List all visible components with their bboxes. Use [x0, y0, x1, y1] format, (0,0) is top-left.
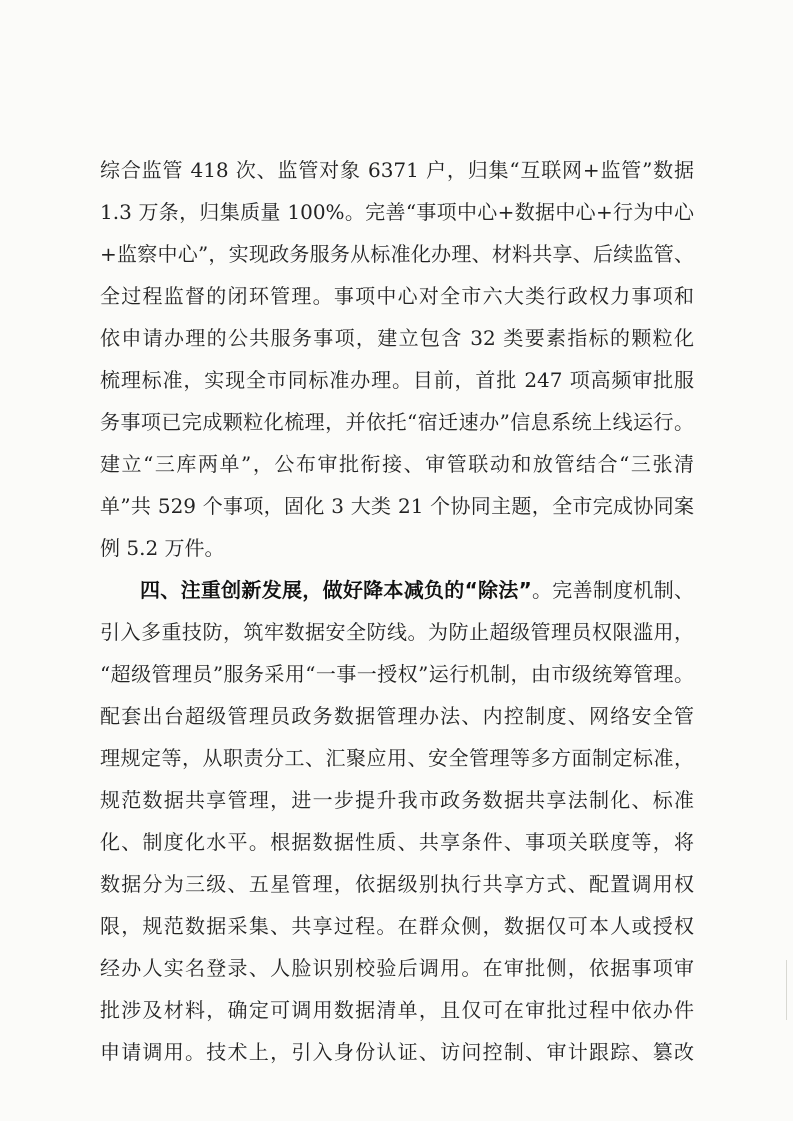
section-heading-tail: 。完善制度机制、: [531, 578, 695, 602]
text-line: 经办人实名登录、人脸识别校验后调用。在审批侧，依据事项审: [100, 956, 694, 980]
text-line: “超级管理员”服务采用“一事一授权”运行机制，由市级统筹管理。: [100, 662, 694, 686]
text-line: 批涉及材料，确定可调用数据清单，且仅可在审批过程中依办件: [100, 998, 694, 1022]
text-line: 配套出台超级管理员政务数据管理办法、内控制度、网络安全管: [100, 704, 694, 728]
text-line: 限，规范数据采集、共享过程。在群众侧，数据仅可本人或授权: [100, 914, 694, 938]
text-line: 依申请办理的公共服务事项，建立包含 32 类要素指标的颗粒化: [100, 326, 694, 350]
text-line: 梳理标准，实现全市同标准办理。目前，首批 247 项高频审批服: [100, 368, 694, 392]
text-line: 化、制度化水平。根据数据性质、共享条件、事项关联度等，将: [100, 830, 694, 854]
text-line: 1.3 万条，归集质量 100%。完善“事项中心+数据中心+行为中心: [100, 200, 694, 224]
text-line: +监察中心”，实现政务服务从标准化办理、材料共享、后续监管、: [100, 242, 694, 266]
text-line: 单”共 529 个事项，固化 3 大类 21 个协同主题，全市完成协同案: [100, 494, 694, 518]
text-line: 综合监管 418 次、监管对象 6371 户，归集“互联网+监管”数据: [100, 158, 694, 182]
text-line: 全过程监督的闭环管理。事项中心对全市六大类行政权力事项和: [100, 284, 694, 308]
section-heading: 四、注重创新发展，做好降本减负的“除法”: [140, 578, 532, 602]
text-line: 数据分为三级、五星管理，依据级别执行共享方式、配置调用权: [100, 872, 694, 896]
text-line: 申请调用。技术上，引入身份认证、访问控制、审计跟踪、篡改: [100, 1040, 694, 1064]
text-line: 例 5.2 万件。: [100, 536, 225, 560]
text-line: 规范数据共享管理，进一步提升我市政务数据共享法制化、标准: [100, 788, 694, 812]
text-line: 建立“三库两单”，公布审批衔接、审管联动和放管结合“三张清: [100, 452, 694, 476]
text-line: 引入多重技防，筑牢数据安全防线。为防止超级管理员权限滥用，: [100, 620, 694, 644]
scan-edge-mark: [786, 960, 787, 1020]
text-line: 理规定等，从职责分工、汇聚应用、安全管理等多方面制定标准，: [100, 746, 694, 770]
text-line: 务事项已完成颗粒化梳理，并依托“宿迁速办”信息系统上线运行。: [100, 410, 694, 434]
section-first-line: [140, 571, 694, 609]
